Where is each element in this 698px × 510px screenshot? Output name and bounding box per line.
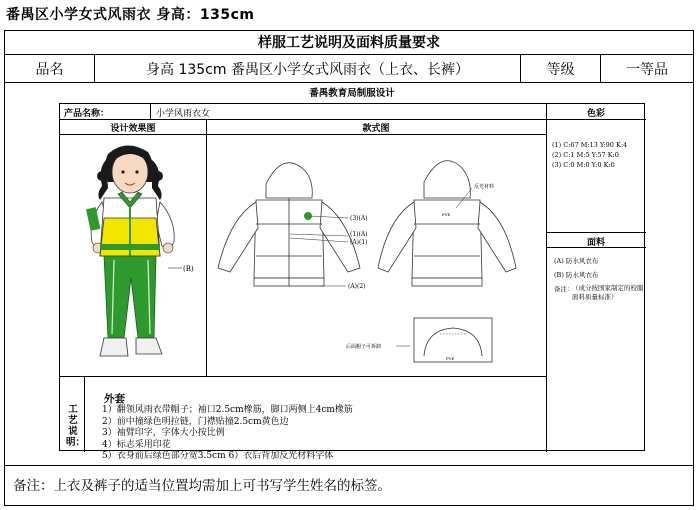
style-flats — [210, 138, 544, 374]
grade-value: 一等品 — [626, 61, 668, 78]
design-figure — [74, 138, 192, 374]
craft-label: 工艺说明： — [66, 404, 86, 448]
craft-notes — [102, 394, 353, 462]
notes-title: 外套 — [104, 393, 125, 405]
product-name-label: 产品名称： — [64, 109, 110, 119]
fabric-item: (A) 防水风衣布 — [554, 257, 599, 265]
fabric-header: 面料 — [586, 238, 605, 248]
design-sheet — [59, 87, 645, 462]
spec-table — [4, 30, 694, 506]
grade-label: 等级 — [521, 55, 601, 82]
page-heading: 番禺区小学女式风雨衣 身高：135cm — [6, 7, 255, 23]
org-title: 番禺教育局制服设计 — [309, 88, 395, 99]
callout-label: (A)(2) — [348, 283, 366, 290]
note-line: 3）袖臂印字，字体大小按比例 — [102, 428, 225, 439]
note-line: 1）翻领风雨衣带帽子；袖口2.5cm橡筋，脚口两侧上4cm橡筋 — [102, 405, 353, 416]
style-header: 款式图 — [362, 124, 390, 134]
sheet-grid — [59, 103, 645, 462]
table-title: 样服工艺说明及面料质量要求 — [5, 31, 693, 55]
footer-note: 备注：上衣及裤子的适当位置均需加上可书写学生姓名的标签。 — [5, 465, 693, 505]
front-jacket-flat — [218, 163, 360, 286]
fabric-note: （成分按国家制定的校服面料质量标准） — [572, 284, 644, 301]
hood-detail-label: 后面帽子可拆卸 — [346, 344, 382, 350]
callout-label: (1)(A) — [350, 231, 368, 238]
design-header: 设计效果图 — [110, 124, 156, 134]
info-row — [5, 55, 693, 83]
note-line: 5）衣身前后绿色部分宽3.5cm 6）衣后背加反光材料字体 — [102, 451, 334, 462]
fabric-item: (B) 防水风衣布 — [554, 271, 599, 279]
hood-detail — [396, 318, 492, 362]
fabric-note-label: 备注： — [554, 285, 574, 293]
product-value: 身高 135cm 番禺区小学女式风雨衣（上衣、长裤） — [95, 55, 521, 82]
callout-label: 反光材料 — [474, 184, 495, 190]
back-jacket-flat — [378, 161, 516, 286]
color-header: 色彩 — [586, 109, 605, 119]
back-logo-text: PYE — [442, 212, 451, 217]
color-spec: (1) C:67 M:13 Y:90 K:4 — [552, 141, 628, 149]
figure-callout: (B) — [183, 265, 194, 273]
note-line: 4）标志采用印花 — [102, 439, 171, 450]
color-spec: (3) C:0 M:0 Y:0 K:0 — [552, 161, 615, 169]
note-line: 2）前中撞绿色明拉链，门襟贴撞2.5cm黄色边 — [102, 416, 289, 427]
product-name-value: 小学风雨衣女 — [156, 109, 211, 119]
product-label: 品名 — [5, 55, 95, 82]
callout-label: (A)(1) — [350, 239, 368, 246]
hood-logo-text: PYE — [446, 356, 455, 361]
color-spec: (2) C:1 M:5 Y:57 K:0 — [552, 151, 619, 159]
callout-label: (3)(A) — [350, 215, 368, 222]
